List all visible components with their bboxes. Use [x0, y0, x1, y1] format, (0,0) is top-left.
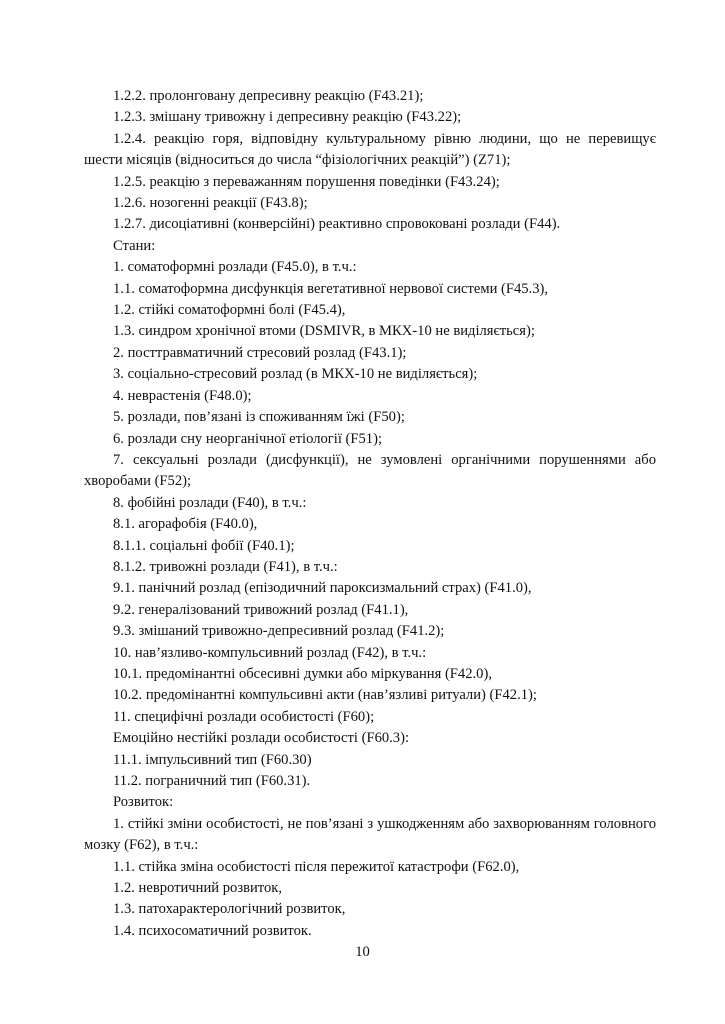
document-body [84, 86, 656, 942]
paragraph: 9.2. генералізований тривожний розлад (F41.1), [113, 601, 409, 618]
paragraph: 1.1. стійка зміна особистості після пережитої катастрофи (F62.0), [113, 858, 520, 875]
paragraph: 1.2.6. нозогенні реакції (F43.8); [113, 195, 308, 212]
paragraph: 8. фобійні розлади (F40), в т.ч.: [113, 494, 307, 511]
paragraph: 3. соціально-стресовий розлад (в МКХ-10 не виділяється); [113, 366, 478, 383]
paragraph: 11.2. пограничний тип (F60.31). [113, 773, 311, 789]
paragraph: 1.1. соматоформна дисфункція вегетативної нервової системи (F45.3), [113, 280, 549, 297]
paragraph: 1. соматоформні розлади (F45.0), в т.ч.: [113, 259, 357, 276]
paragraph: 7. сексуальні розлади (дисфункції), не зумовлені органічними порушеннями або хворобами (F52); [84, 451, 656, 490]
paragraph: 1.2.5. реакцію з переважанням порушення поведінки (F43.24); [113, 173, 500, 190]
paragraph: 1.2.2. пролонговану депресивну реакцію (F43.21); [113, 88, 424, 104]
paragraph: 1.2. стійкі соматоформні болі (F45.4), [113, 302, 346, 319]
paragraph: 1.2.3. змішану тривожну і депресивну реакцію (F43.22); [113, 109, 462, 126]
paragraph: 4. неврастенія (F48.0); [113, 387, 252, 404]
paragraph: 10.2. предомінантні компульсивні акти (нав’язливі ритуали) (F42.1); [113, 687, 537, 704]
paragraph: 8.1.2. тривожні розлади (F41), в т.ч.: [113, 558, 338, 575]
paragraph: 5. розлади, пов’язані із споживанням їжі (F50); [113, 409, 405, 426]
paragraph: 1. стійкі зміни особистості, не пов’язані з ушкодженням або захворюванням головного мозку (F62), в т.ч.: [84, 815, 656, 854]
paragraph: 8.1. агорафобія (F40.0), [113, 516, 258, 533]
paragraph: 10.1. предомінантні обсесивні думки або міркування (F42.0), [113, 665, 492, 682]
paragraph: 11. специфічні розлади особистості (F60); [113, 708, 375, 725]
paragraph: 1.2. невротичний розвиток, [113, 880, 283, 897]
paragraph: 1.3. синдром хронічної втоми (DSMIVR, в МКХ-10 не виділяється); [113, 323, 535, 340]
section-heading: Розвиток: [113, 794, 174, 811]
paragraph: Емоційно нестійкі розлади особистості (F60.3): [113, 730, 410, 747]
paragraph: 6. розлади сну неорганічної етіології (F51); [113, 430, 383, 447]
page-number: 10 [355, 944, 370, 960]
paragraph: 10. нав’язливо-компульсивний розлад (F42), в т.ч.: [113, 644, 427, 661]
paragraph: 9.3. змішаний тривожно-депресивний розлад (F41.2); [113, 623, 445, 640]
section-heading: Стани: [113, 237, 156, 254]
paragraph: 1.2.4. реакцію горя, відповідну культуральному рівню людини, що не перевищує шести місяців (відноситься до числа “фізіологічних реакцій”) (Z71); [84, 130, 656, 169]
paragraph: 1.2.7. дисоціативні (конверсійні) реактивно спровоковані розлади (F44). [113, 216, 561, 233]
paragraph: 8.1.1. соціальні фобії (F40.1); [113, 537, 295, 554]
paragraph: 9.1. панічний розлад (епізодичний пароксизмальний страх) (F41.0), [113, 580, 532, 597]
paragraph: 1.4. психосоматичний розвиток. [113, 922, 312, 939]
paragraph: 1.3. патохарактерологічний розвиток, [113, 901, 346, 918]
paragraph: 11.1. імпульсивний тип (F60.30) [113, 751, 312, 768]
paragraph: 2. посттравматичний стресовий розлад (F43.1); [113, 344, 407, 361]
